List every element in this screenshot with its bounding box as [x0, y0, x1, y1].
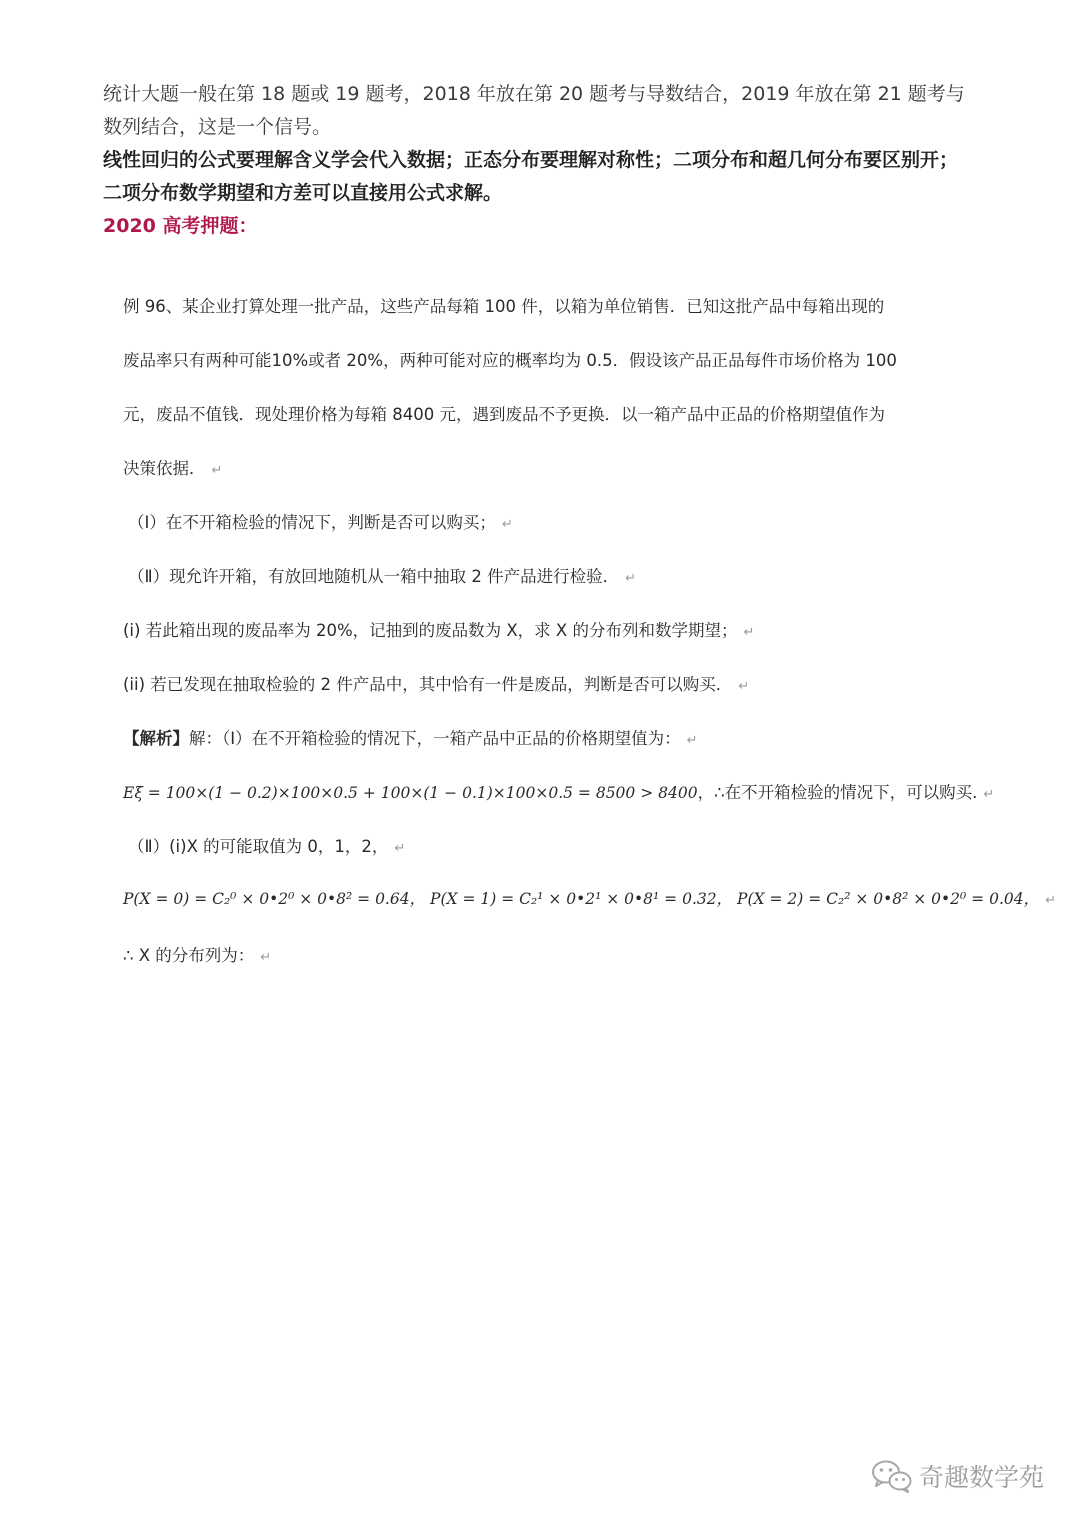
- watermark-text: 奇趣数学苑: [918, 1463, 1044, 1492]
- paragraph-mark: ↵: [625, 571, 637, 586]
- intro-bold-line-2: 二项分布数学期望和方差可以直接用公式求解。: [103, 182, 503, 204]
- solution-formula-line: [123, 779, 994, 803]
- question-2-i: (i) 若此箱出现的废品率为 20%，记抽到的废品数为 X，求 X 的分布列和数学期望； ↵: [123, 621, 755, 640]
- solution-label: 【解析】: [123, 729, 189, 748]
- wechat-icon: [871, 1459, 913, 1493]
- paragraph-mark: ↵: [983, 787, 995, 802]
- problem-line-1: 例 96、某企业打算处理一批产品，这些产品每箱 100 件，以箱为单位销售．已知这批产品中每箱出现的: [123, 297, 885, 316]
- distribution-label: ∴ X 的分布列为： ↵: [123, 946, 272, 965]
- probability-formulas: P(X = 0) = C₂⁰ × 0•2⁰ × 0•8² = 0.64， P(X = 1) = C₂¹ × 0•2¹ × 0•8¹ = 0.32， P(X = 2) = C₂² × 0•8² × 0•2⁰ = 0.04， ↵: [123, 890, 1057, 908]
- question-2: （Ⅱ）现允许开箱，有放回地随机从一箱中抽取 2 件产品进行检验． ↵: [128, 567, 637, 586]
- paragraph-mark: ↵: [501, 517, 513, 532]
- solution-conclusion: ，∴在不开箱检验的情况下，可以购买.: [697, 783, 978, 802]
- intro-line-1: 统计大题一般在第 18 题或 19 题考，2018 年放在第 20 题考与导数结合，2019 年放在第 21 题考与: [103, 83, 965, 105]
- paragraph-mark: ↵: [743, 625, 755, 640]
- solution-line-2: （Ⅱ）(i)X 的可能取值为 0，1，2， ↵: [128, 837, 406, 856]
- problem-line-2: 废品率只有两种可能10%或者 20%，两种可能对应的概率均为 0.5．假设该产品正品每件市场价格为 100: [123, 351, 897, 370]
- problem-line-4: 决策依据． ↵: [123, 459, 223, 478]
- intro-bold-line-1: 线性回归的公式要理解含义学会代入数据；正态分布要理解对称性；二项分布和超几何分布要区别开；: [103, 149, 959, 171]
- watermark: [871, 1458, 1044, 1494]
- question-2-ii: (ii) 若已发现在抽取检验的 2 件产品中，其中恰有一件是废品，判断是否可以购买． ↵: [123, 675, 750, 694]
- section-heading: 2020 高考押题：: [103, 215, 258, 237]
- solution-line-1: 【解析】解：（Ⅰ）在不开箱检验的情况下，一箱产品中正品的价格期望值为： ↵: [123, 729, 698, 748]
- paragraph-mark: ↵: [738, 679, 750, 694]
- intro-line-2: 数列结合，这是一个信号。: [103, 116, 332, 138]
- question-1: （Ⅰ）在不开箱检验的情况下，判断是否可以购买； ↵: [128, 513, 513, 532]
- problem-line-3: 元，废品不值钱．现处理价格为每箱 8400 元，遇到废品不予更换．以一箱产品中正品的价格期望值作为: [123, 405, 885, 424]
- paragraph-mark: ↵: [211, 463, 223, 478]
- intro-section: [103, 78, 1003, 243]
- paragraph-mark: ↵: [394, 841, 406, 856]
- paragraph-mark: ↵: [1045, 893, 1057, 908]
- paragraph-mark: ↵: [260, 950, 272, 965]
- expectation-formula: Eξ = 100×(1 − 0.2)×100×0.5 + 100×(1 − 0.1)×100×0.5 = 8500 > 8400: [123, 784, 698, 802]
- paragraph-mark: ↵: [686, 733, 698, 748]
